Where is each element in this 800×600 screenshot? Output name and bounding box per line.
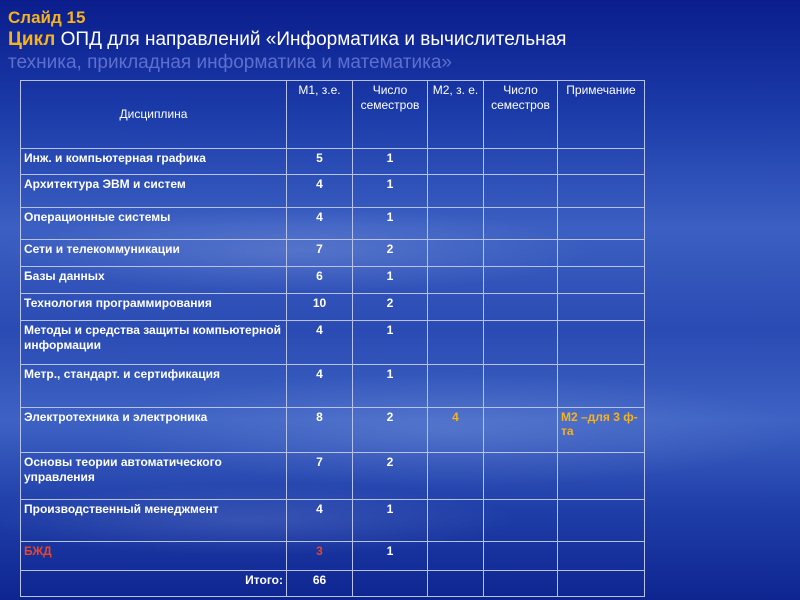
note-cell bbox=[558, 240, 645, 267]
sem1-cell: 1 bbox=[353, 267, 428, 294]
sem2-cell bbox=[484, 149, 558, 175]
disciplines-table bbox=[20, 80, 645, 597]
discipline-cell: Технология программирования bbox=[21, 294, 287, 321]
header-discipline: Дисциплина bbox=[21, 81, 287, 149]
sem2-cell bbox=[484, 542, 558, 571]
m2-cell bbox=[428, 149, 484, 175]
discipline-cell: Методы и средства защиты компьютерной информации bbox=[21, 321, 287, 365]
table-row bbox=[21, 453, 645, 500]
m2-cell bbox=[428, 321, 484, 365]
header-sem1: Число семестров bbox=[353, 81, 428, 149]
m2-cell bbox=[428, 542, 484, 571]
note-cell bbox=[558, 149, 645, 175]
note-cell bbox=[558, 267, 645, 294]
discipline-cell: Основы теории автоматического управления bbox=[21, 453, 287, 500]
table-header-row bbox=[21, 81, 645, 149]
m1-cell: 8 bbox=[287, 408, 353, 453]
discipline-cell: Сети и телекоммуникации bbox=[21, 240, 287, 267]
table-row bbox=[21, 149, 645, 175]
m2-cell bbox=[428, 365, 484, 408]
m1-cell: 4 bbox=[287, 208, 353, 240]
header-note: Примечание bbox=[558, 81, 645, 149]
note-cell bbox=[558, 453, 645, 500]
discipline-cell: Производственный менеджмент bbox=[21, 500, 287, 542]
m1-cell: 3 bbox=[287, 542, 353, 571]
m2-cell bbox=[428, 267, 484, 294]
table-row bbox=[21, 500, 645, 542]
sem2-cell bbox=[484, 321, 558, 365]
table-row bbox=[21, 208, 645, 240]
m1-cell: 4 bbox=[287, 365, 353, 408]
table-row bbox=[21, 408, 645, 453]
total-empty-cell bbox=[558, 571, 645, 597]
note-cell bbox=[558, 542, 645, 571]
m2-cell bbox=[428, 175, 484, 208]
discipline-cell: Инж. и компьютерная графика bbox=[21, 149, 287, 175]
note-cell bbox=[558, 294, 645, 321]
sem1-cell: 1 bbox=[353, 321, 428, 365]
sem2-cell bbox=[484, 240, 558, 267]
m1-cell: 4 bbox=[287, 175, 353, 208]
slide-number: Слайд 15 bbox=[8, 8, 86, 27]
table-row bbox=[21, 267, 645, 294]
discipline-cell: Базы данных bbox=[21, 267, 287, 294]
m2-cell bbox=[428, 500, 484, 542]
sem2-cell bbox=[484, 208, 558, 240]
slide-title bbox=[8, 28, 708, 74]
sem2-cell bbox=[484, 175, 558, 208]
sem1-cell: 2 bbox=[353, 294, 428, 321]
header-m2: М2, з. е. bbox=[428, 81, 484, 149]
header-sem2: Число семестров bbox=[484, 81, 558, 149]
note-cell bbox=[558, 175, 645, 208]
sem1-cell: 1 bbox=[353, 500, 428, 542]
table-row bbox=[21, 542, 645, 571]
sem2-cell bbox=[484, 294, 558, 321]
sem1-cell: 1 bbox=[353, 365, 428, 408]
note-cell bbox=[558, 208, 645, 240]
m1-cell: 7 bbox=[287, 453, 353, 500]
m2-cell bbox=[428, 453, 484, 500]
table-row bbox=[21, 175, 645, 208]
note-cell bbox=[558, 500, 645, 542]
sem1-cell: 1 bbox=[353, 542, 428, 571]
m1-cell: 5 bbox=[287, 149, 353, 175]
total-m1: 66 bbox=[287, 571, 353, 597]
m1-cell: 10 bbox=[287, 294, 353, 321]
slide-header bbox=[8, 8, 708, 74]
sem1-cell: 2 bbox=[353, 453, 428, 500]
note-cell bbox=[558, 365, 645, 408]
m1-cell: 6 bbox=[287, 267, 353, 294]
table-row bbox=[21, 321, 645, 365]
sem1-cell: 1 bbox=[353, 149, 428, 175]
title-accent: Цикл bbox=[8, 29, 56, 50]
sem2-cell bbox=[484, 453, 558, 500]
sem2-cell bbox=[484, 500, 558, 542]
note-cell bbox=[558, 321, 645, 365]
total-empty-cell bbox=[353, 571, 428, 597]
sem2-cell bbox=[484, 365, 558, 408]
title-rest: ОПД для направлений «Информатика и вычислительная bbox=[55, 29, 567, 50]
sem1-cell: 2 bbox=[353, 240, 428, 267]
discipline-cell: Электротехника и электроника bbox=[21, 408, 287, 453]
discipline-cell: Метр., стандарт. и сертификация bbox=[21, 365, 287, 408]
discipline-cell: Архитектура ЭВМ и систем bbox=[21, 175, 287, 208]
total-row bbox=[21, 571, 645, 597]
m2-cell bbox=[428, 294, 484, 321]
table-row bbox=[21, 365, 645, 408]
discipline-cell: Операционные системы bbox=[21, 208, 287, 240]
sem1-cell: 1 bbox=[353, 175, 428, 208]
discipline-cell: БЖД bbox=[21, 542, 287, 571]
m2-cell: 4 bbox=[428, 408, 484, 453]
sem1-cell: 2 bbox=[353, 408, 428, 453]
sem2-cell bbox=[484, 408, 558, 453]
m1-cell: 7 bbox=[287, 240, 353, 267]
total-empty-cell bbox=[484, 571, 558, 597]
m1-cell: 4 bbox=[287, 321, 353, 365]
m1-cell: 4 bbox=[287, 500, 353, 542]
title-line2: техника, прикладная информатика и математика» bbox=[8, 52, 452, 73]
table-row bbox=[21, 240, 645, 267]
sem1-cell: 1 bbox=[353, 208, 428, 240]
note-cell: М2 –для 3 ф-та bbox=[558, 408, 645, 453]
m2-cell bbox=[428, 208, 484, 240]
total-label: Итого: bbox=[21, 571, 287, 597]
total-empty-cell bbox=[428, 571, 484, 597]
m2-cell bbox=[428, 240, 484, 267]
table-row bbox=[21, 294, 645, 321]
header-m1: М1, з.е. bbox=[287, 81, 353, 149]
sem2-cell bbox=[484, 267, 558, 294]
